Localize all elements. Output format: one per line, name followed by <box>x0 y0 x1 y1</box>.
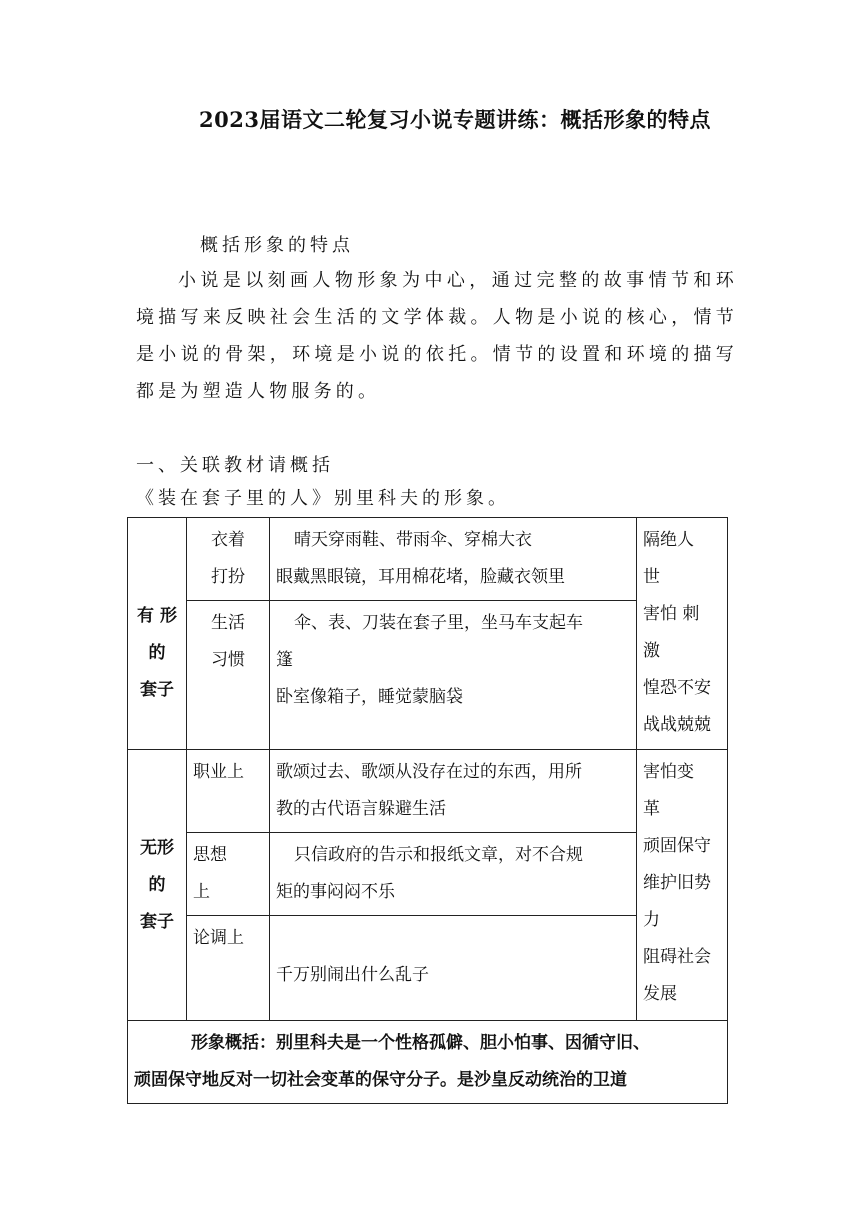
row-desc-cell: 伞、表、刀装在套子里，坐马车支起车 篷 卧室像箱子，睡觉蒙脑袋 <box>270 601 637 750</box>
document-title: 2023届语文二轮复习小说专题讲练：概括形象的特点 <box>199 107 711 132</box>
row-desc-cell: 只信政府的告示和报纸文章，对不合规 矩的事闷闷不乐 <box>270 833 637 916</box>
row-desc-cell: 晴天穿雨鞋、带雨伞、穿棉大衣 眼戴黑眼镜，耳用棉花堵，脸藏衣领里 <box>270 518 637 601</box>
summary-cell: 形象概括：别里科夫是一个性格孤僻、胆小怕事、因循守旧、 顽固保守地反对一切社会变革的保守分子。是沙皇反动统治的卫道 <box>128 1021 728 1104</box>
row-label-cell: 生活 习惯 <box>187 601 270 750</box>
row-label-cell: 职业上 <box>187 750 270 833</box>
result-cell: 害怕变 革 顽固保守 维护旧势 力 阻碍社会 发展 <box>637 750 728 1021</box>
category-cell: 有 形 的 套子 <box>128 518 187 750</box>
result-cell: 隔绝人 世 害怕 刺 激 惶恐不安 战战兢兢 <box>637 518 728 750</box>
table-row <box>128 750 728 833</box>
row-label-cell: 论调上 <box>187 916 270 1021</box>
table-row <box>128 518 728 601</box>
row-desc-cell: 千万别闹出什么乱子 <box>270 916 637 1021</box>
table-row <box>128 1021 728 1104</box>
row-label-cell: 衣着 打扮 <box>187 518 270 601</box>
analysis-table <box>127 517 728 1104</box>
intro-paragraph: 小说是以刻画人物形象为中心，通过完整的故事情节和环境描写来反映社会生活的文学体裁。人物是小说的核心，情节是小说的骨架，环境是小说的依托。情节的设置和环境的描写都是为塑造人物服务的。 <box>136 270 738 402</box>
row-label-cell: 思想 上 <box>187 833 270 916</box>
category-cell: 无形 的 套子 <box>128 750 187 1021</box>
row-desc-cell: 歌颂过去、歌颂从没存在过的东西，用所 教的古代语言躲避生活 <box>270 750 637 833</box>
section-prompt: 《装在套子里的人》别里科夫的形象。 <box>136 488 510 509</box>
section-subheading: 概括形象的特点 <box>200 235 354 256</box>
section-heading: 一、关联教材请概括 <box>136 455 334 476</box>
